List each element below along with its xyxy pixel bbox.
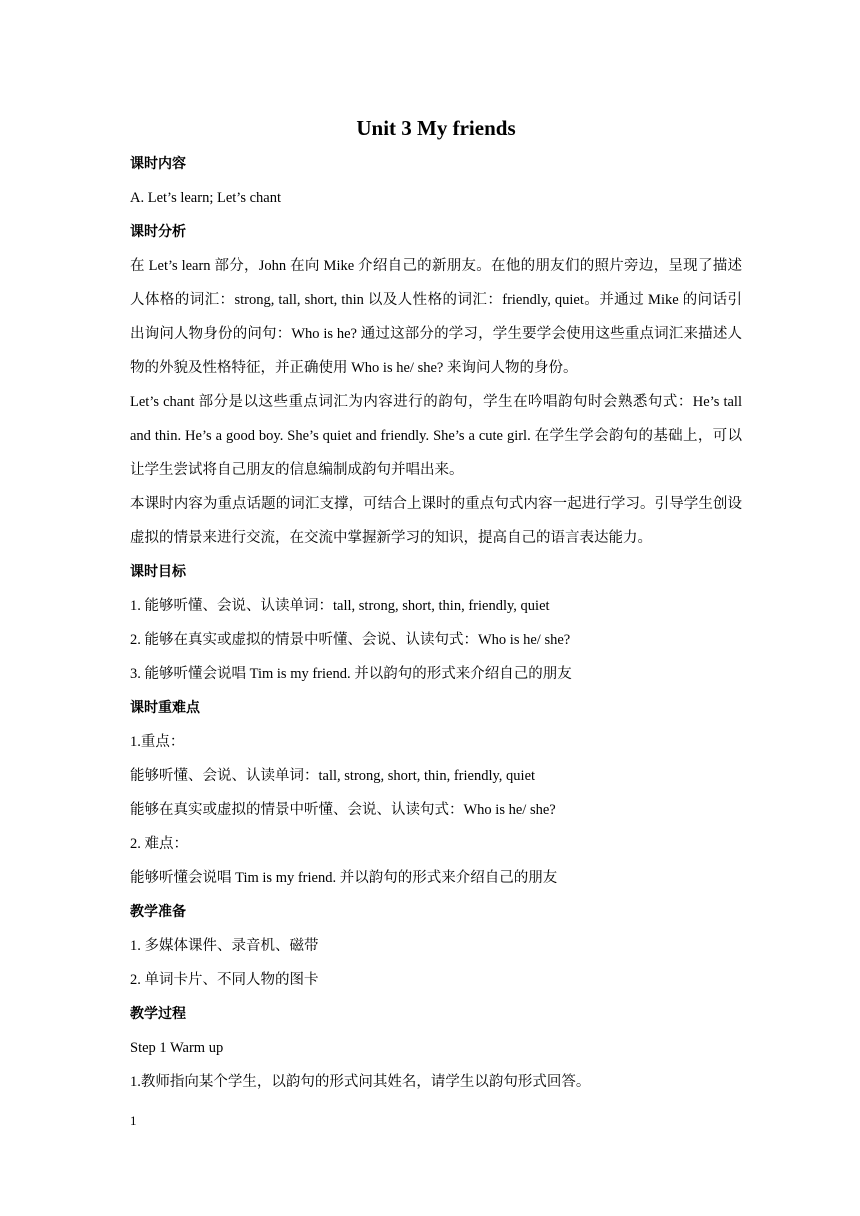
page-number: 1 [130,1113,137,1128]
document-title: Unit 3 My friends [356,116,516,140]
process-step-title: Step 1 Warm up [130,1040,224,1056]
analysis-paragraph: 在 Let’s learn 部分，John 在向 Mike 介绍自己的新朋友。在他的朋友们的照片旁边，呈现了描述人体格的词汇：strong, tall, short, thin 以及人性格的词汇：friendly, quiet。并通过 Mike 的问话引出询问人物身份的问句：Who is he? 通过这部分的学习，学生要学会使用这些重点词汇来描述人物的外貌及性格特征，并正确使用 Who is he/ she? 来询问人物的身份。 [130,258,742,376]
preparation-item: 2. 单词卡片、不同人物的图卡 [130,972,319,988]
goal-item: 3. 能够听懂会说唱 Tim is my friend. 并以韵句的形式来介绍自己的朋友 [130,666,572,682]
goal-item: 1. 能够听懂、会说、认读单词：tall, strong, short, thin, friendly, quiet [130,598,550,614]
key-point-item: 能够在真实或虚拟的情景中听懂、会说、认读句式：Who is he/ she? [130,802,556,818]
section-heading-process: 教学过程 [130,1006,186,1022]
analysis-paragraph: 本课时内容为重点话题的词汇支撑，可结合上课时的重点句式内容一起进行学习。引导学生创设虚拟的情景来进行交流，在交流中掌握新学习的知识，提高自己的语言表达能力。 [130,496,742,546]
analysis-paragraph: Let’s chant 部分是以这些重点词汇为内容进行的韵句，学生在吟唱韵句时会熟悉句式：He’s tall and thin. He’s a good boy. She’s quiet and friendly. She’s a cute girl. 在学生学会韵句的基础上，可以让学生尝试将自己朋友的信息编制成韵句并唱出来。 [130,394,742,478]
key-point-item: 能够听懂、会说、认读单词：tall, strong, short, thin, friendly, quiet [130,768,536,784]
process-item: 1.教师指向某个学生，以韵句的形式问其姓名，请学生以韵句形式回答。 [130,1074,591,1090]
goal-item: 2. 能够在真实或虚拟的情景中听懂、会说、认读句式：Who is he/ she? [130,632,571,648]
section-heading-key-points: 课时重难点 [130,700,200,716]
section-heading-analysis: 课时分析 [130,224,186,240]
key-points-label: 1.重点： [130,734,185,750]
section-heading-content: 课时内容 [130,156,186,172]
document-body [130,116,742,1106]
difficult-points-label: 2. 难点： [130,836,188,852]
section-heading-goals: 课时目标 [130,564,186,580]
preparation-item: 1. 多媒体课件、录音机、磁带 [130,938,319,954]
difficult-point-item: 能够听懂会说唱 Tim is my friend. 并以韵句的形式来介绍自己的朋友 [130,870,558,886]
content-text: A. Let’s learn; Let’s chant [130,190,281,206]
section-heading-preparation: 教学准备 [130,904,186,920]
